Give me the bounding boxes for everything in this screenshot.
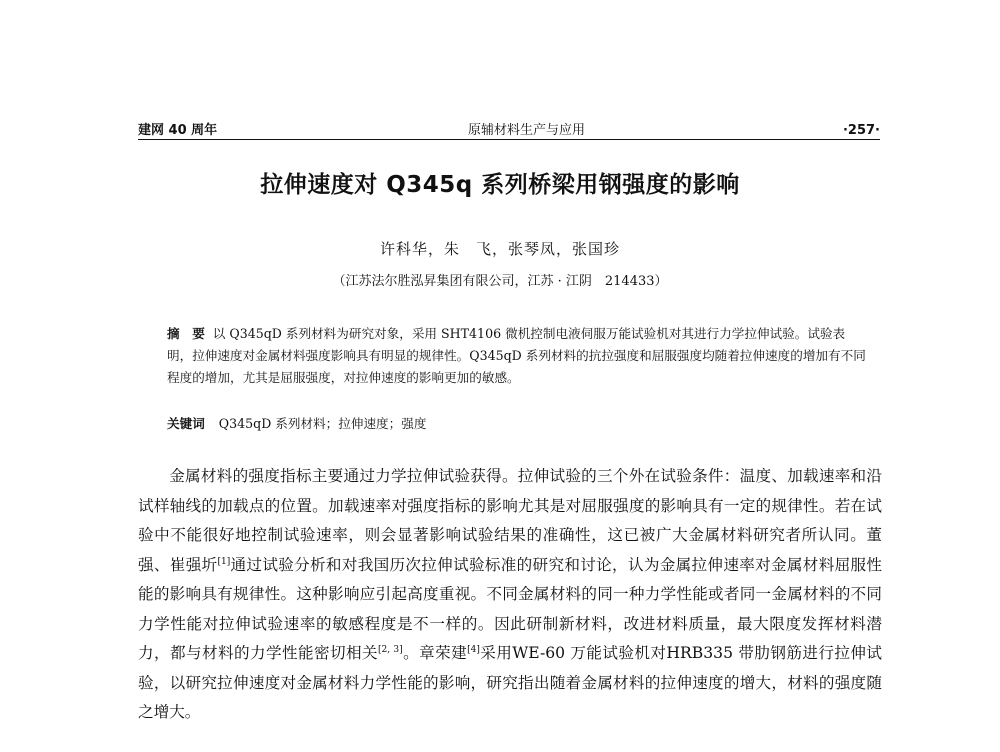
body-text-4: 采用WE-60 万能试验机对HRB335 带肋钢筋进行拉伸试验，以研究拉伸速度对金属材料力学性能的影响，研究指出随着金属材料的拉伸速度的增大，材料的强度随之增大。 [138,644,882,721]
keywords [167,413,867,432]
abstract [167,323,867,389]
keywords-text: Q345qD 系列材料；拉伸速度；强度 [218,416,427,431]
header-page-number: ·257· [842,123,880,138]
abstract-label: 摘 要 [167,326,205,341]
citation-2: [2, 3] [378,644,403,655]
header-center: 原辅材料生产与应用 [468,123,586,138]
body-paragraph [138,462,882,728]
citation-3: [4] [467,644,480,655]
header-left: 建网 40 周年 [138,123,218,138]
authors: 许科华，朱 飞，张琴凤，张国珍 [379,240,620,258]
body-text-2: 通过试验分析和对我国历次拉伸试验标准的研究和讨论，认为金属拉伸速率对金属材料屈服性能的影响具有规律性。这种影响应引起高度重视。不同金属材料的同一种力学性能或者同一金属材料的不同力学性能对拉伸试验速率的敏感程度是不一样的。因此研制新材料，改进材料质量，最大限度发挥材料潜力，都与材料的力学性能密切相关 [138,555,882,662]
affiliation: （江苏法尔胜泓昇集团有限公司，江苏 · 江阴 214433） [332,274,668,289]
running-header [138,119,880,140]
citation-1: [1] [217,556,231,567]
body-text-1: 金属材料的强度指标主要通过力学拉伸试验获得。拉伸试验的三个外在试验条件：温度、加载速率和沿试样轴线的加载点的位置。加载速率对强度指标的影响尤其是对屈服强度的影响具有一定的规律性。若在试验中不能很好地控制试验速率，则会显著影响试验结果的准确性，这已被广大金属材料研究者所认同。董强、崔强圻 [138,467,882,574]
paper-title: 拉伸速度对 Q345q 系列桥梁用钢强度的影响 [260,172,740,198]
keywords-label: 关键词 [167,416,205,431]
body-text-3: 。章荣建 [402,644,468,662]
abstract-text: 以 Q345qD 系列材料为研究对象，采用 SHT4106 微机控制电液伺服万能试验机对其进行力学拉伸试验。试验表明，拉伸速度对金属材料强度影响具有明显的规律性。Q345qD 系列材料的抗拉强度和屈服强度均随着拉伸速度的增加有不同程度的增加，尤其是屈服强度，对拉伸速度的影响更加的敏感。 [167,326,866,385]
